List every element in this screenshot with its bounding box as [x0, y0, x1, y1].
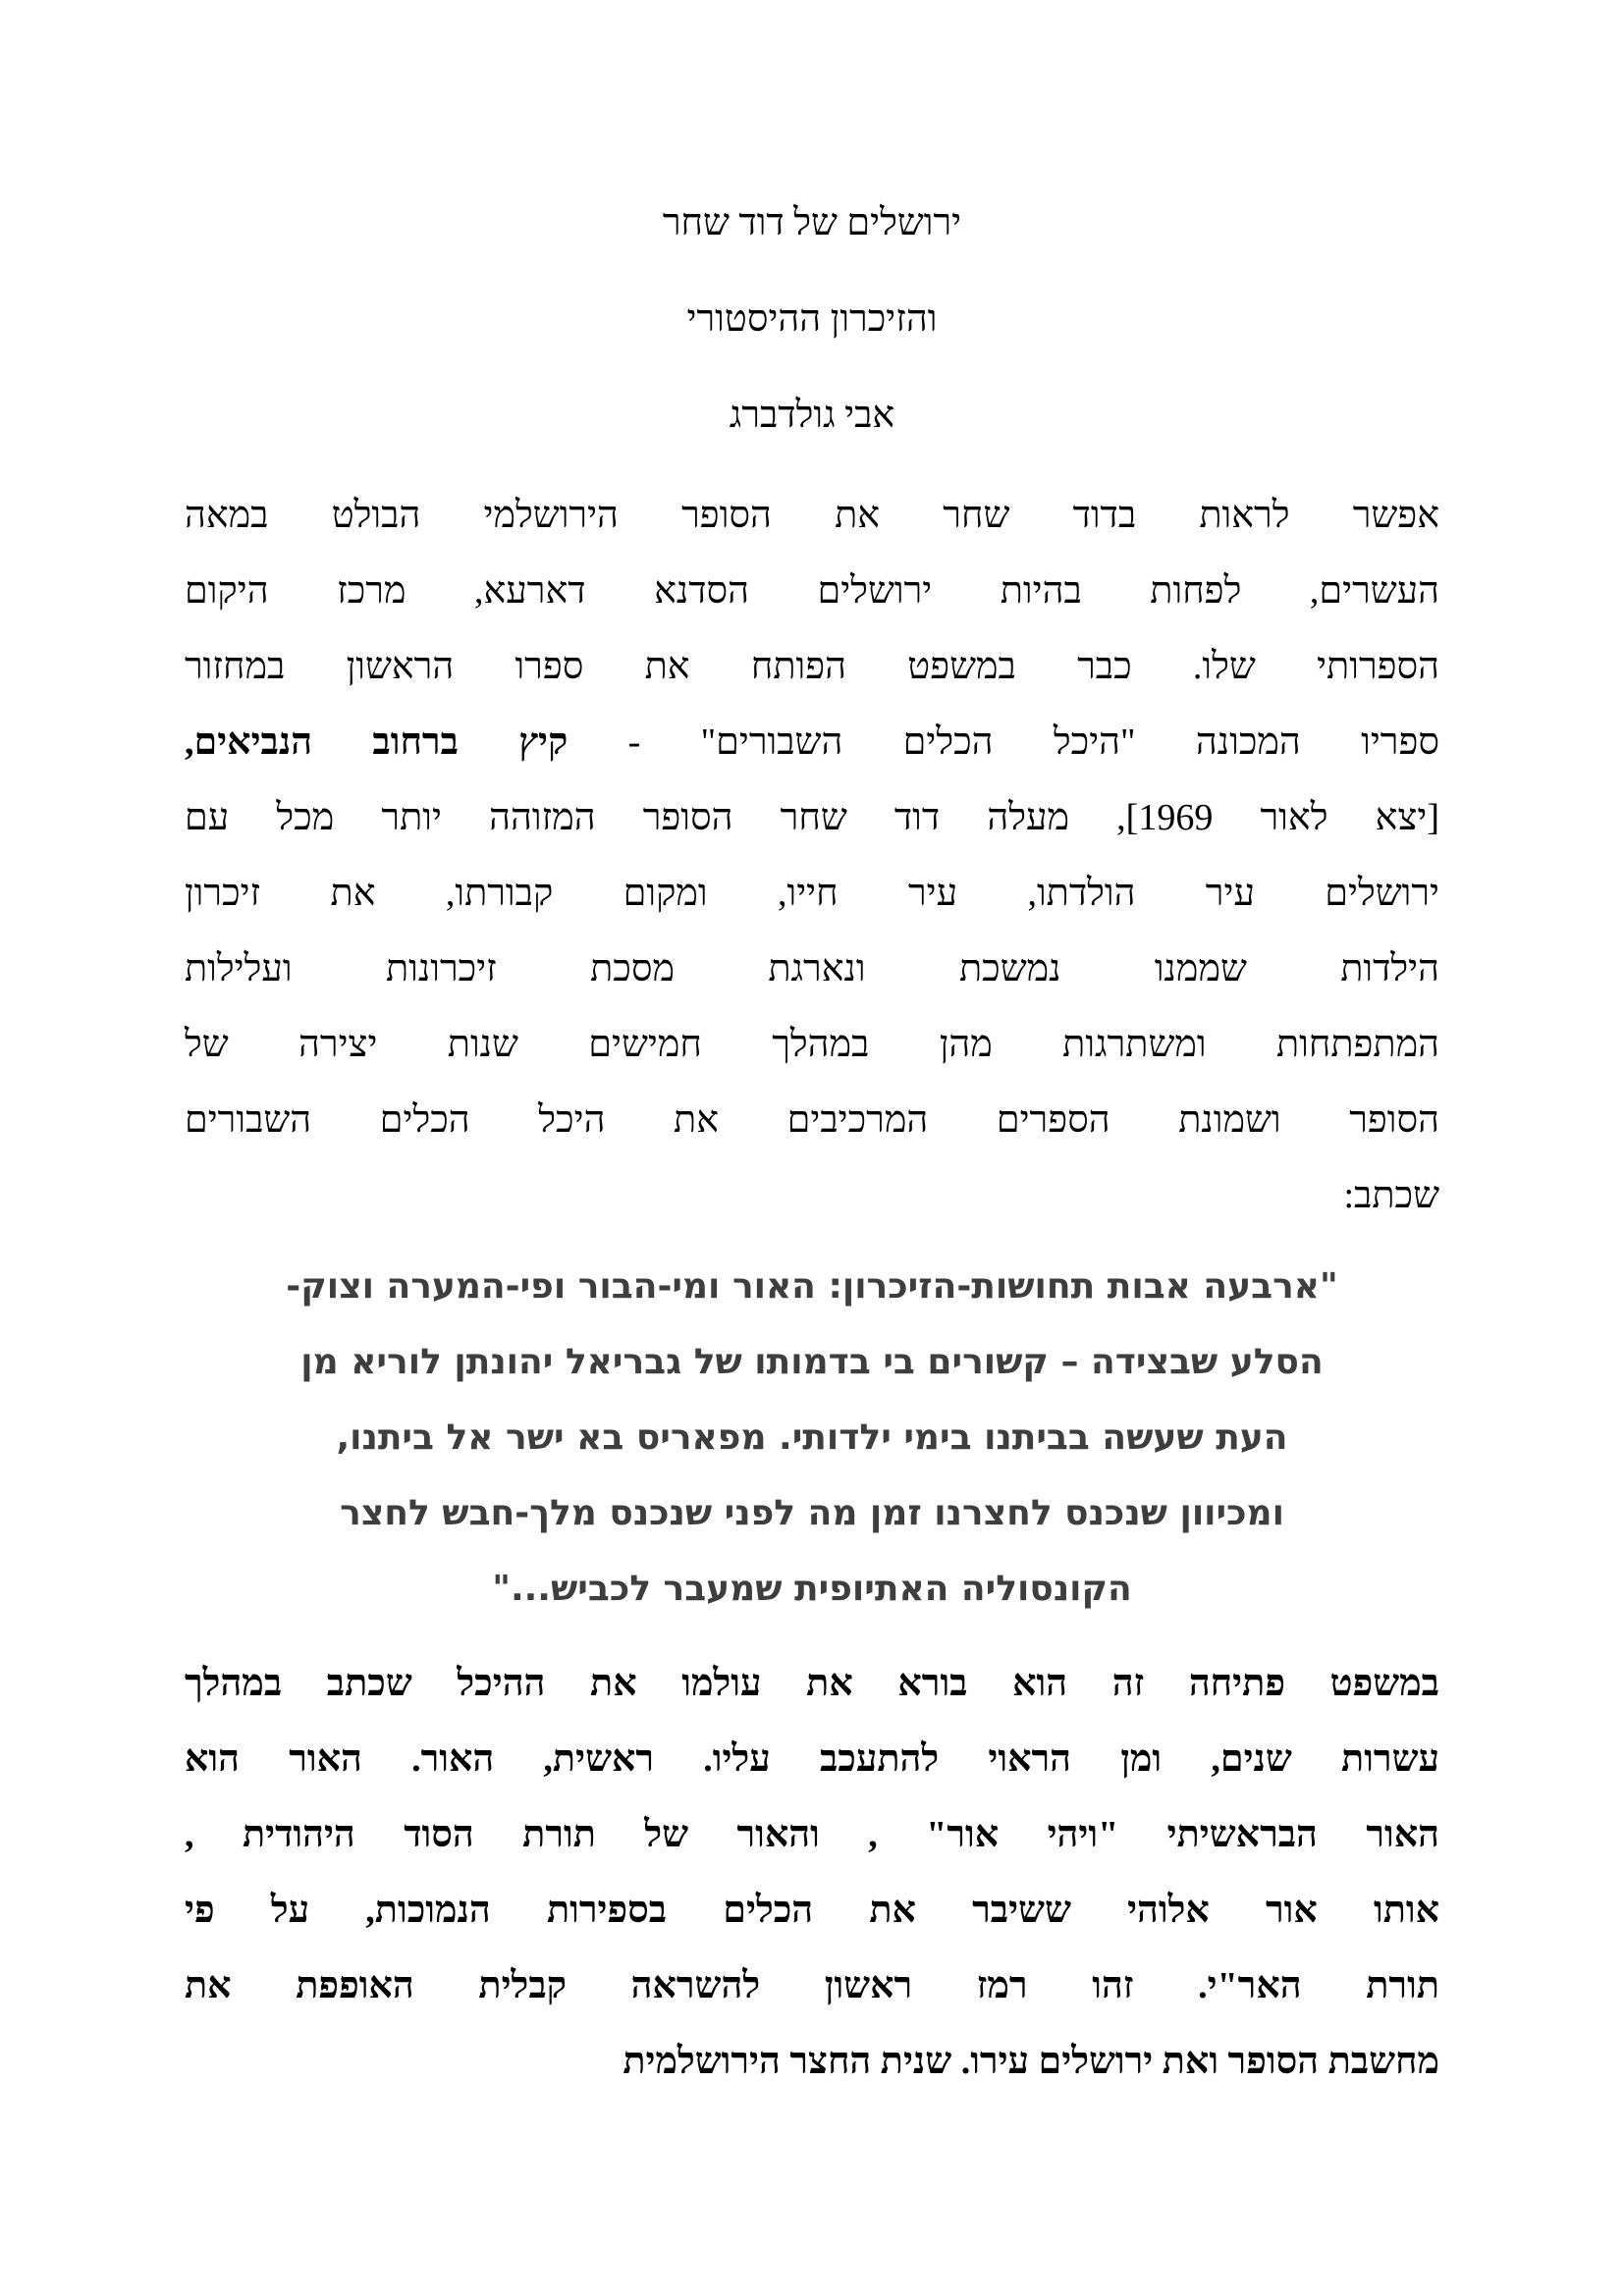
quote-line: הסלע שבצידה – קשורים בי בדמותו של גבריאל יהונתן לוריא מן: [300, 1342, 1324, 1382]
text-line: המתפתחות ומשתרגות מהן במהלך חמישים שנות יצירה של: [185, 1024, 1439, 1065]
text-line: שכתב:: [1343, 1175, 1439, 1216]
text-line: ירושלים עיר הולדתו, עיר חייו, ומקום קבורתו, את זיכרון: [185, 873, 1439, 914]
text-line: אותו אור אלוהי ששיבר את הכלים בספירות הנמוכות, על פי: [185, 1890, 1439, 1931]
intro-paragraph: [185, 478, 1439, 1234]
text-line: הסופר ושמונת הספרים המרכיבים את היכל הכלים השבורים: [185, 1099, 1439, 1141]
document-title: ירושלים של דוד שחר: [662, 202, 962, 243]
author-name: אבי גולדברג: [729, 395, 895, 436]
text-line: במשפט פתיחה זה הוא בורא את עולמו את ההיכל שכתב במהלך: [185, 1663, 1439, 1704]
book-title-bold: קיץ ברחוב הנביאים,: [185, 721, 568, 763]
text-line: [יצא לאור 1969], מעלה דוד שחר הסופר המזוהה יותר מכל עם: [185, 797, 1439, 838]
text-line: עשרות שנים, ומן הראוי להתעכב עליו. ראשית, האור. האור הוא: [185, 1738, 1439, 1780]
quote-line: הקונסוליה האתיופית שמעבר לכביש...": [492, 1569, 1132, 1609]
title-block: [185, 175, 1439, 463]
text-line: העשרים, לפחות בהיות ירושלים הסדנא דארעא, מרכז היקום: [185, 570, 1439, 612]
quote-line: "ארבעה אבות תחושות-הזיכרון: האור ומי-הבור ופי-המערה וצוק-: [286, 1266, 1338, 1307]
text-line: הילדות שממנו נמשכת ונארגת מסכת זיכרונות ועלילות: [185, 948, 1439, 989]
quote-line: ומכיוון שנכנס לחצרנו זמן מה לפני שנכנס מלך-חבש לחצר: [340, 1493, 1284, 1533]
text-line: אפשר לראות בדוד שחר את הסופר הירושלמי הבולט במאה: [185, 495, 1439, 536]
document-subtitle: והזיכרון ההיסטורי: [686, 298, 938, 340]
text-line: מחשבת הסופר ואת ירושלים עירו. שנית החצר הירושלמית: [623, 2041, 1439, 2082]
text-line: הספרותי שלו. כבר במשפט הפותח את ספרו הראשון במחזור: [185, 646, 1439, 687]
text-line: [185, 705, 1439, 780]
text-line: תורת האר"י. זהו רמז ראשון להשראה קבלית האופפת את: [185, 1965, 1439, 2006]
quote-paragraph: [185, 1249, 1439, 1627]
text-segment: ספריו המכונה "היכל הכלים השבורים" -: [568, 721, 1439, 763]
quote-line: העת שעשה בביתנו בימי ילדותי. מפאריס בא ישר אל ביתנו,: [336, 1417, 1288, 1458]
text-line: האור הבראשיתי "ויהי אור" , והאור של תורת הסוד היהודית ,: [185, 1814, 1439, 1855]
analysis-paragraph: [185, 1646, 1439, 2100]
